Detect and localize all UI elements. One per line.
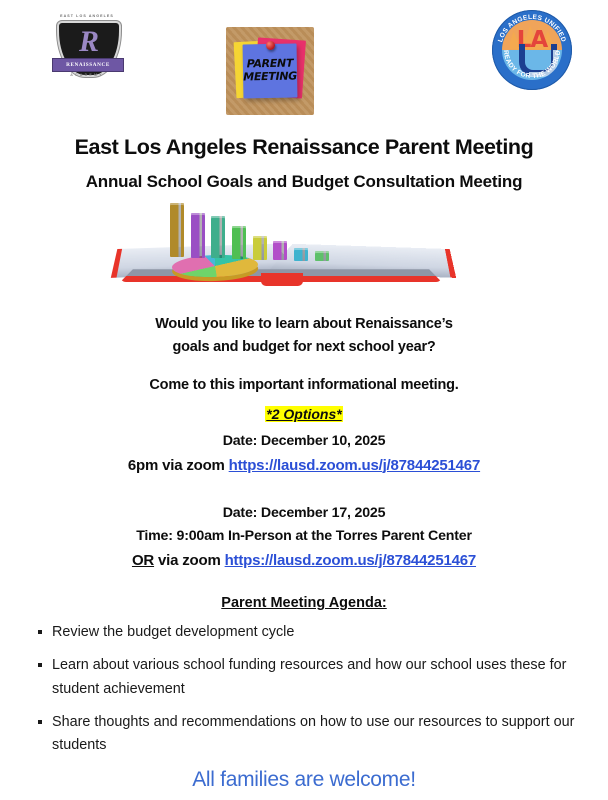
chart-bar: [273, 241, 287, 260]
school-logo-banner-text: RENAISSANCE: [66, 62, 110, 68]
chart-bar: [191, 213, 205, 258]
school-logo-bottom-text: ACADEMY: [70, 73, 104, 77]
option2-date: Date: December 17, 2025: [222, 505, 386, 521]
push-pin-icon: [266, 41, 275, 50]
school-logo-banner: [52, 58, 124, 72]
lead-line-1: Would you like to learn about Renaissance’s: [155, 316, 453, 333]
page-title: East Los Angeles Renaissance Parent Meeting: [74, 135, 534, 159]
lausd-top-text: LOS ANGELES UNIFIED: [497, 13, 567, 44]
agenda-list: [0, 621, 608, 758]
option1-time-line: [0, 455, 608, 478]
options-badge: *2 Options*: [266, 406, 342, 423]
option1-date: Date: December 10, 2025: [222, 433, 386, 450]
welcome-message: All families are welcome!: [192, 767, 416, 791]
chart-bar: [253, 236, 267, 260]
agenda-item: Share thoughts and recommendations on how to use our resources to support our students: [38, 711, 590, 758]
renaissance-academy-shield-logo: [48, 14, 126, 92]
option2-zoom-link[interactable]: https://lausd.zoom.us/j/87844251467: [224, 551, 477, 569]
book-illustration: [116, 233, 446, 291]
school-logo-monogram: R: [78, 25, 99, 58]
parent-meeting-sticky-note-image: [226, 27, 314, 115]
options-spacer: [0, 477, 608, 503]
option1-zoom-link[interactable]: https://lausd.zoom.us/j/87844251467: [228, 456, 481, 474]
lead-line-2: goals and budget for next school year?: [172, 338, 436, 355]
lead-paragraph: [0, 313, 608, 358]
option2-time: Time: 9:00am In-Person at the Torres Parent Center: [136, 528, 472, 545]
agenda-item: Learn about various school funding resources and how our school uses these for student achievement: [38, 654, 590, 701]
chart-bar: [315, 251, 329, 261]
chart-bar: [232, 226, 246, 259]
lausd-monogram: LA: [516, 27, 548, 53]
header-logo-row: [0, 0, 608, 135]
book-spine: [261, 273, 303, 286]
page-subtitle: Annual School Goals and Budget Consultation Meeting: [85, 171, 523, 191]
sticky-note-line2: MEETING: [243, 69, 298, 84]
school-logo-top-text: EAST LOS ANGELES: [60, 14, 114, 18]
chart-bar: [294, 248, 308, 261]
open-book-with-charts-image: [0, 203, 608, 295]
option2-or-label: OR: [131, 551, 155, 569]
chart-bar: [170, 203, 184, 257]
call-to-action-line: Come to this important informational meeting.: [149, 377, 459, 394]
bar-chart-graphic: [170, 211, 370, 267]
option2-via-zoom-text: via zoom: [154, 551, 225, 569]
sticky-note-line1: PARENT: [246, 56, 294, 71]
sticky-note-blue: [243, 44, 298, 99]
lausd-seal-logo: [492, 10, 572, 90]
option1-time-prefix: 6pm via zoom: [127, 456, 229, 474]
agenda-item: Review the budget development cycle: [38, 621, 590, 644]
lausd-ring-text: [492, 10, 572, 90]
agenda-heading: Parent Meeting Agenda:: [221, 595, 387, 612]
chart-bar: [211, 216, 225, 258]
lausd-bottom-text: READY FOR THE WORLD: [501, 49, 563, 81]
option2-zoom-line: [0, 550, 608, 573]
options-badge-wrapper: [0, 406, 608, 424]
